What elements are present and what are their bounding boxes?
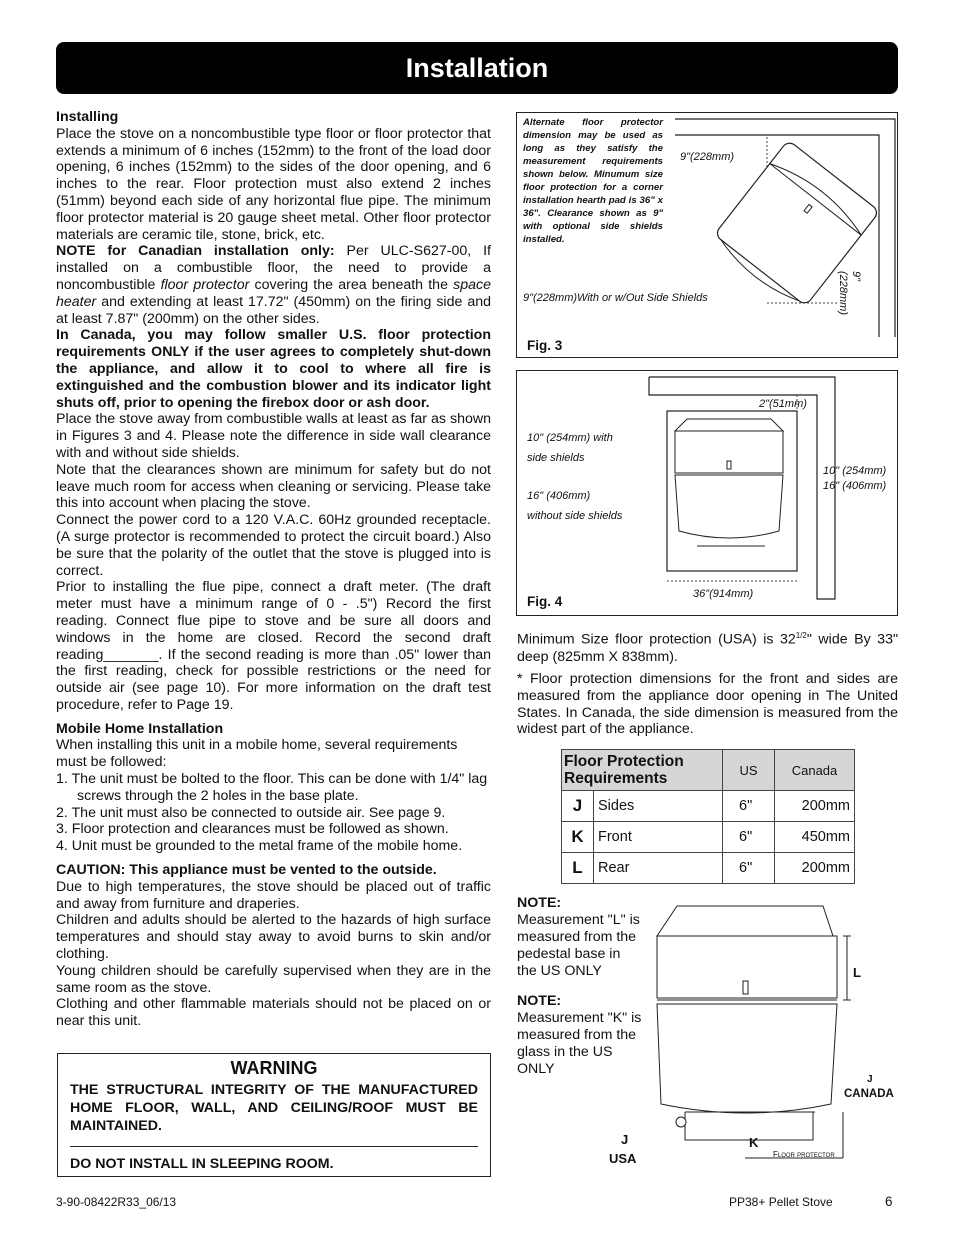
table-header-row	[562, 750, 855, 791]
mobile-intro: When installing this unit in a mobile home, several requirements must be followed:	[56, 737, 458, 771]
footer-page-number: 6	[885, 1194, 893, 1209]
warning-line-2: DO NOT INSTALL IN SLEEPING ROOM.	[70, 1156, 334, 1172]
canada-note: NOTE for Canadian installation only: Per ULC-S627-00, If installed on a combustible floor, the need to provide a noncombustible floor protector covering the area beneath the space heater and extending at least 17.72" (450mm) on the firing side and at least 7.87" (200mm) on the other sides.	[56, 243, 491, 327]
table-header: Floor Protection Requirements	[562, 750, 723, 791]
installing-p6: Prior to installing the flue pipe, connect a draft meter. (The draft meter must have a minimum range of 0 - .5") Record the first reading. Connect flue pipe to stove and be sure all doors and windows in the home are closed. Record the second draft reading_______. If the second reading is more than .05" lower than the first reading, check for possible restrictions or the need for outside air (see page 10). For more information on the draft test procedure, refer to Page 19.	[56, 579, 491, 713]
mobile-item-2: 2. The unit must also be connected to outside air. See page 9.	[56, 804, 446, 821]
fig3-caption: Fig. 3	[527, 338, 563, 353]
fig4-right-1: 10" (254mm)	[823, 465, 887, 477]
fig4-dim-top: 2"(51mm)	[759, 398, 807, 410]
note-1-title: NOTE:	[517, 895, 562, 911]
diagram-k: K	[749, 1135, 759, 1150]
mobile-heading: Mobile Home Installation	[56, 720, 224, 737]
stove-measurement-drawing	[645, 900, 900, 1170]
warning-title: WARNING	[230, 1058, 318, 1078]
note-2-title: NOTE:	[517, 993, 562, 1009]
figure-4	[516, 370, 898, 616]
left-column	[56, 109, 491, 1030]
page-title: Installation	[56, 42, 898, 94]
caution-p2: Children and adults should be alerted to the hazards of high surface temperatures and should stay away to avoid burns to skin and/or clothing.	[56, 912, 491, 963]
caution-heading: CAUTION: This appliance must be vented to the outside.	[56, 862, 437, 879]
caution-p3: Young children should be carefully supervised when they are in the same room as the stove.	[56, 962, 491, 996]
caution-p4: Clothing and other flammable materials should not be placed on or near this unit.	[56, 996, 491, 1030]
figure-3	[516, 112, 898, 358]
fig4-dim-bottom: 36"(914mm)	[693, 588, 754, 600]
min-size-text: Minimum Size floor protection (USA) is $32^{1/2}$" wide By 33" deep (825mm X 838mm).	[517, 631, 898, 665]
fig3-dim-side: 9"(228mm)	[837, 271, 862, 316]
installing-heading: Installing	[56, 109, 119, 125]
note-2-body: Measurement "K" is measured from the glass in the US ONLY	[517, 1010, 642, 1077]
fig4-with-shields-2: side shields	[527, 452, 585, 464]
diagram-canada: CANADA	[844, 1088, 894, 1100]
fig4-right-2: 16" (406mm)	[823, 480, 887, 492]
asterisk-note: * Floor protection dimensions for the front and sides are measured from the appliance door opening in The United States. In Canada, the side dimension is measured from the widest part of the appliance.	[517, 671, 898, 738]
mobile-item-1: 1. The unit must be bolted to the floor. This can be done with 1/4" lag screws through the 2 holes in the base plate.	[56, 771, 488, 804]
fig3-dim-top: 9"(228mm)	[680, 151, 735, 163]
floor-protection-table	[561, 749, 855, 884]
fig4-without-shields-2: without side shields	[527, 510, 623, 522]
table-col-canada: Canada	[775, 750, 855, 791]
footer-product: PP38+ Pellet Stove	[729, 1195, 833, 1209]
table-row: L Rear 6" 200mm	[562, 853, 855, 884]
canada-bold-note: In Canada, you may follow smaller U.S. floor protection requirements ONLY if the user agrees to completely shut-down the appliance, and allow it to cool to where all fire is extinguished and the combustion blower and its indicator light shuts off, prior to opening the firebox door or ash door.	[56, 327, 491, 411]
table-col-us: US	[723, 750, 775, 791]
diagram-usa: USA	[609, 1151, 637, 1166]
fig3-note: Alternate floor protector dimension may be used as long as they satisfy the measurement requirements shown below. Minumum size floor protection for a corner installation hearth pad is 36" x 36". Clearance shown as 9" with optional side shields installed.	[523, 117, 663, 245]
note-1-body: Measurement "L" is measured from the pedestal base in the US ONLY	[517, 912, 640, 979]
stove-measurement-diagram	[645, 900, 900, 1170]
warning-line-1: THE STRUCTURAL INTEGRITY OF THE MANUFACTURED HOME FLOOR, WALL, AND CEILING/ROOF MUST BE MAINTAINED.	[70, 1082, 478, 1134]
table-row: K Front 6" 450mm	[562, 822, 855, 853]
fig4-without-shields: 16" (406mm)	[527, 490, 591, 502]
caution-p1: Due to high temperatures, the stove should be placed out of traffic and away from furniture and draperies.	[56, 878, 491, 912]
fig4-caption: Fig. 4	[527, 594, 563, 609]
mobile-item-4: 4. Unit must be grounded to the metal frame of the mobile home.	[56, 838, 463, 855]
diagram-l: L	[853, 965, 861, 980]
installing-p3: Place the stove away from combustible walls at least as far as shown in Figures 3 and 4. Please note the difference in side wall clearance with and without side shields.	[56, 411, 491, 461]
diagram-j-canada: J	[867, 1074, 873, 1085]
fig3-dim-bottom: 9"(228mm)With or w/Out Side Shields	[523, 292, 708, 304]
warning-box	[57, 1053, 491, 1177]
fig4-with-shields: 10" (254mm) with	[527, 432, 613, 444]
installing-p1: Place the stove on a noncombustible type floor or floor protector that extends a minimum of 6 inches (152mm) to the front of the load door opening, 6 inches (152mm) to the sides of the door opening, and 6 inches to the rear. Floor protection must also extend 2 inches (51mm) beyond each side of any horizontal flue pipe. The minimum floor protector material is 20 gauge sheet metal. Other floor protector materials are ceramic tile, stone, brick, etc.	[56, 125, 491, 243]
measurement-notes	[517, 895, 642, 1078]
installing-p4: Note that the clearances shown are minimum for safety but do not leave much room for access when cleaning or servicing. Please take this into account when placing the stove.	[56, 461, 491, 512]
footer-doc-number: 3-90-08422R33_06/13	[56, 1195, 177, 1209]
diagram-floor-protector: Floor protector	[773, 1150, 835, 1159]
table-row: J Sides 6" 200mm	[562, 791, 855, 822]
installing-p5: Connect the power cord to a 120 V.A.C. 60Hz grounded receptacle. (A surge protector is recommended to protect the circuit board.) Also be sure that the polarity of the outlet that the stove is plugged into is correct.	[56, 512, 491, 579]
mobile-item-3: 3. Floor protection and clearances must be followed as shown.	[56, 821, 449, 838]
diagram-j-usa: J	[621, 1132, 629, 1147]
